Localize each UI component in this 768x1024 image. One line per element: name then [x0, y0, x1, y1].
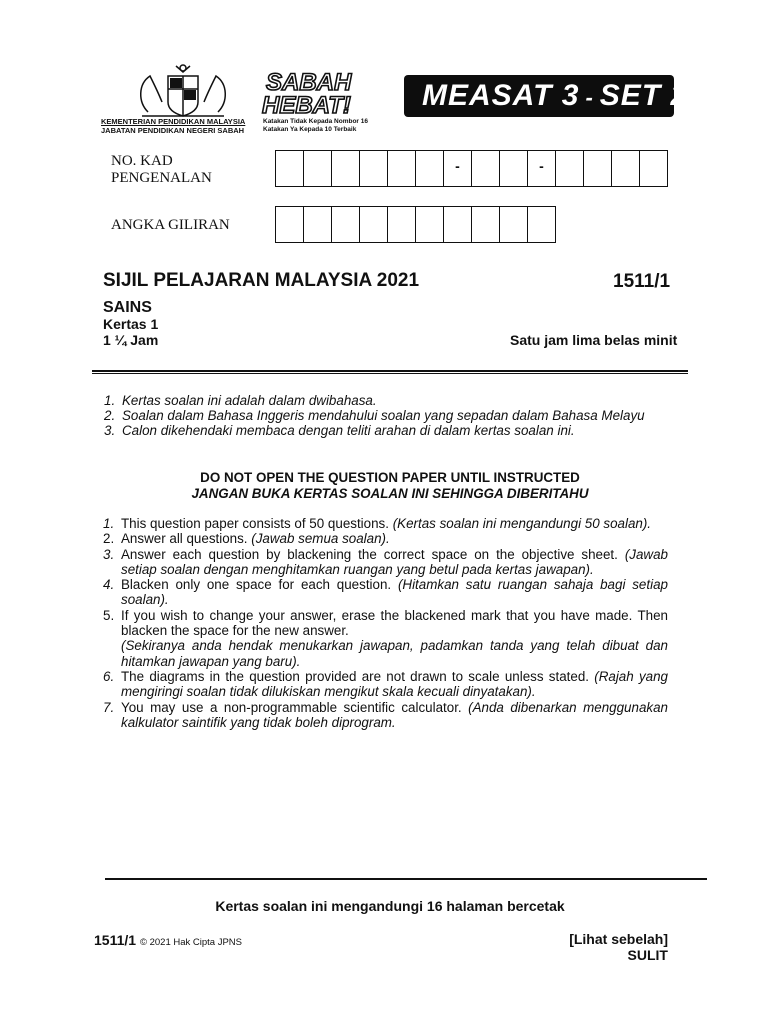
ic-digit-box[interactable]: [471, 150, 500, 187]
index-digit-box[interactable]: [415, 206, 444, 243]
instruction-number: 6.: [103, 668, 115, 684]
instruction-malay: (Sekiranya anda hendak menukarkan jawapan, padamkan tanda yang telah dibuat dan hitamkan jawapan yang baru).: [121, 638, 668, 669]
instruction-english: If you wish to change your answer, erase the blackened mark that you have made. Then blacken the space for the new answer.: [121, 607, 668, 639]
classification-label: SULIT: [627, 947, 668, 963]
paper-code: 1511/1: [613, 271, 671, 292]
index-digit-box[interactable]: [387, 206, 416, 243]
ministry-caption: [101, 117, 245, 135]
instruction-number: 4.: [103, 577, 115, 593]
footer-code: 1511/1: [94, 932, 137, 948]
ic-number-boxes: [276, 150, 668, 187]
ic-digit-box[interactable]: [387, 150, 416, 187]
instructions-list: [103, 516, 668, 730]
slogan: [263, 118, 368, 134]
ic-digit-box[interactable]: [611, 150, 640, 187]
index-digit-box[interactable]: [527, 206, 556, 243]
ic-digit-box[interactable]: -: [443, 150, 472, 187]
note-number: 3.: [104, 423, 116, 438]
note-text: Kertas soalan ini adalah dalam dwibahasa.: [122, 393, 377, 408]
instruction-item: [103, 608, 668, 669]
note-item: [104, 408, 668, 423]
note-text: Soalan dalam Bahasa Inggeris mendahului soalan yang sepadan dalam Bahasa Melayu: [122, 408, 645, 423]
badge-part-2: SET 2: [599, 79, 689, 112]
logo-word-1: SABAH: [266, 69, 352, 96]
see-next-page: [Lihat sebelah]: [569, 931, 668, 947]
instruction-english: Answer all questions.: [121, 531, 248, 547]
ic-digit-box[interactable]: [499, 150, 528, 187]
instruction-item: [103, 700, 668, 731]
instruction-english: The diagrams in the question provided are not drawn to scale unless stated.: [121, 668, 589, 684]
warning-malay: JANGAN BUKA KERTAS SOALAN INI SEHINGGA DIBERITAHU: [191, 486, 589, 501]
ic-digit-box[interactable]: [303, 150, 332, 187]
instruction-english: You may use a non-programmable scientific calculator.: [121, 699, 462, 715]
instruction-item: [103, 669, 668, 700]
ic-digit-box[interactable]: [583, 150, 612, 187]
ic-digit-box[interactable]: [555, 150, 584, 187]
index-digit-box[interactable]: [331, 206, 360, 243]
instruction-english: Answer each question by blackening the correct space on the objective sheet.: [121, 546, 618, 562]
slogan-line-2: Katakan Ya Kepada 10 Terbaik: [263, 126, 357, 133]
footer-code-line: [94, 932, 242, 948]
instruction-item: [103, 531, 668, 546]
page-count-note: Kertas soalan ini mengandungi 16 halaman bercetak: [215, 898, 565, 914]
index-number-label: ANGKA GILIRAN: [111, 217, 230, 233]
duration: 1 ¼ Jam: [103, 332, 159, 348]
preliminary-notes: [104, 393, 668, 438]
instruction-number: 7.: [103, 699, 115, 715]
measat-badge: [404, 75, 689, 117]
ic-digit-box[interactable]: [415, 150, 444, 187]
note-text: Calon dikehendaki membaca dengan teliti arahan di dalam kertas soalan ini.: [122, 423, 575, 438]
index-digit-box[interactable]: [359, 206, 388, 243]
divider-thin: [92, 373, 688, 374]
sabah-hebat-logo: [260, 68, 378, 116]
paper-number: Kertas 1: [103, 316, 159, 332]
exam-title: SIJIL PELAJARAN MALAYSIA 2021: [103, 270, 420, 291]
ministry-line-2: JABATAN PENDIDIKAN NEGERI SABAH: [101, 126, 245, 135]
instruction-number: 3.: [103, 546, 115, 562]
ic-digit-box[interactable]: [331, 150, 360, 187]
note-item: [104, 423, 668, 438]
badge-part-1: MEASAT 3: [422, 79, 580, 112]
divider-thick: [92, 370, 688, 372]
index-digit-box[interactable]: [499, 206, 528, 243]
subject-name: SAINS: [103, 299, 152, 316]
ic-digit-box[interactable]: [275, 150, 304, 187]
note-item: [104, 393, 668, 408]
index-number-boxes: [276, 206, 556, 243]
index-digit-box[interactable]: [443, 206, 472, 243]
copyright: © 2021 Hak Cipta JPNS: [139, 937, 242, 948]
instruction-malay: (Hitamkan satu ruangan sahaja bagi setiap soalan).: [121, 577, 668, 608]
footer-divider: [105, 878, 707, 880]
instruction-malay: (Rajah yang mengiringi soalan tidak dilukiskan mengikut skala kecuali dinyatakan).: [121, 668, 668, 700]
index-digit-box[interactable]: [303, 206, 332, 243]
instruction-malay: (Jawab setiap soalan dengan menghitamkan ruangan yang betul pada kertas jawapan).: [121, 546, 668, 577]
badge-dash: -: [585, 85, 594, 110]
coat-of-arms-logo: [128, 62, 238, 120]
instruction-item: [103, 516, 668, 531]
instruction-item: [103, 577, 668, 608]
note-number: 2.: [104, 408, 116, 423]
instruction-malay: (Anda dibenarkan menggunakan kalkulator saintifik yang tidak boleh diprogram.: [121, 699, 668, 730]
ic-digit-box[interactable]: [359, 150, 388, 187]
ministry-line-1: KEMENTERIAN PENDIDIKAN MALAYSIA: [101, 117, 246, 126]
ic-digit-box[interactable]: [639, 150, 668, 187]
instruction-malay: (Jawab semua soalan).: [251, 531, 390, 547]
ic-digit-box[interactable]: -: [527, 150, 556, 187]
ic-number-label: NO. KAD PENGENALAN: [111, 153, 212, 186]
instruction-item: [103, 547, 668, 578]
instruction-number: 2.: [103, 531, 115, 547]
slogan-line-1: Katakan Tidak Kepada Nombor 16: [263, 118, 368, 125]
instruction-english: Blacken only one space for each question.: [121, 577, 392, 593]
index-digit-box[interactable]: [275, 206, 304, 243]
note-number: 1.: [104, 393, 116, 408]
logo-word-2: HEBAT!: [262, 92, 351, 116]
duration-in-words: Satu jam lima belas minit: [510, 332, 678, 348]
index-digit-box[interactable]: [471, 206, 500, 243]
warning-english: DO NOT OPEN THE QUESTION PAPER UNTIL INSTRUCTED: [200, 470, 580, 485]
instruction-malay: (Kertas soalan ini mengandungi 50 soalan).: [392, 516, 652, 531]
instruction-number: 1.: [103, 516, 115, 531]
instruction-english: This question paper consists of 50 questions.: [121, 516, 389, 531]
instruction-number: 5.: [103, 607, 115, 623]
